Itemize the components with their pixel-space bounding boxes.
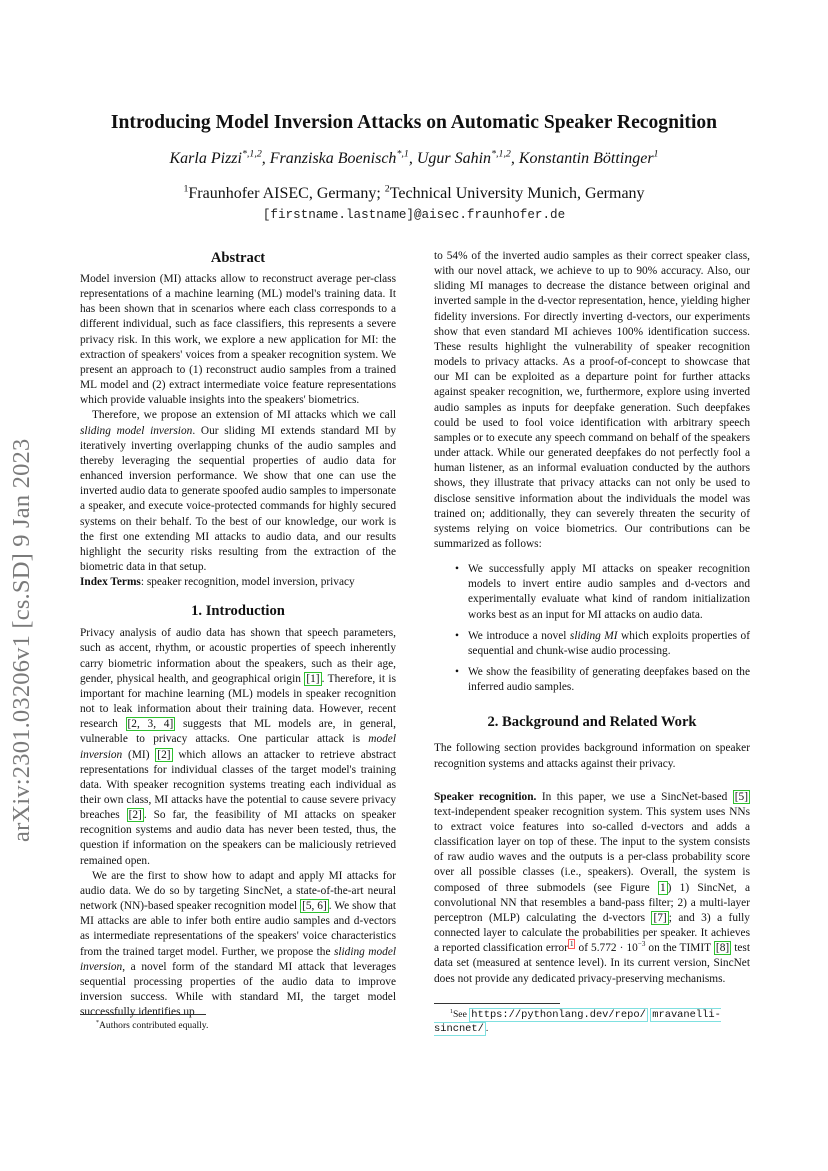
background-paragraph: The following section provides background information on speaker recognition systems and attacks against their privacy. (434, 742, 750, 770)
footnote-rule (80, 1014, 206, 1015)
list-item: • We show the feasibility of generating deepfakes based on the inferred audio samples. (468, 665, 750, 695)
footnote-text: . (485, 1023, 489, 1034)
citation-link[interactable]: [5] (734, 790, 748, 803)
introduction-heading: 1. Introduction (191, 603, 285, 620)
text-run: Privacy analysis of audio data has shown that speech parameters, such as accent, rhythm, or acoustic properties of speech inherently carry biometric information about the speakers, such as their age, gender, physical health, and geographical origin (80, 627, 396, 685)
abstract-paragraph (80, 408, 396, 575)
background-heading: 2. Background and Related Work (487, 714, 697, 731)
intro-paragraph: to 54% of the inverted audio samples as their correct speaker class, with our novel attack, we achieve to up to 90% accuracy. Also, our sliding MI manages to decrease the distance between original and inverted sample in the d-vector representation, hence, yielding higher fidelity inversions. For directly inverting d-vectors, our experiments show that even standard MI achieves 100% identification success. These results highlight the vulnerability of speaker recognition models to privacy attacks. As a proof-of-concept to showcase that our MI can be exploited as a departure point for further attacks against speaker recognition, we, furthermore, explore using inverted audio samples as inputs for deepfake generation. Such deepfakes could be used to fool voice identification with arbitrary speech samples or to execute any speech command on behalf of the speakers under attack. While our generated deepfakes do not perfectly fool a human listener, as an informal evaluation conducted by the authors shows, they illustrate that privacy attacks can not only be used to disclose sensitive information about the individuals the model was trained on; additionally, they can severely threaten the security of systems relying on voice biometrics. Our contributions can be summarized as follows: (434, 250, 750, 550)
footnote-text: See (452, 1009, 470, 1020)
text-run: text-independent speaker recognition system. This system uses NNs to extract voice features into so-called d-vectors and adds a classification layer on top of these. The input to the system consists of raw audio waves and the outputs is a per-class probability score over all possible classes (i.e., speakers). Overall, the system is composed of three submodels (see Figure (434, 805, 750, 894)
author-name: Konstantin Böttinger (518, 150, 654, 167)
affiliation-text: Fraunhofer AISEC, Germany; (188, 185, 385, 202)
paper-title: Introducing Model Inversion Attacks on Automatic Speaker Recognition (110, 112, 718, 133)
author-affiliation-mark: 1 (653, 148, 659, 160)
footnote-link[interactable]: 1 (569, 940, 574, 949)
text-run: . Our sliding MI extends standard MI by iteratively inverting overlapping chunks of the audio samples and thereby leveraging the sequential properties of audio data for enhanced inversion performance. We show that one can use the inverted audio data to generate spoofed audio samples to impersonate a speaker, and execute voice-protected commands for highly secured systems on their behalf. To the best of our knowledge, our work is the first one extending MI attacks to audio data, and our results highlight the security risks resulting from the extraction of the biometric data in that setup. (80, 424, 396, 573)
footnote-text: Authors contributed equally. (98, 1020, 209, 1031)
citation-link[interactable]: [1] (306, 672, 320, 685)
text-run: ) 1) SincNet, a convolutional NN that resembles a band-pass filter; 2) a multi-layer perceptron (MLP) calculating the d-vectors (434, 881, 751, 924)
text-run: which exploits properties of sequential and chunk-wise audio processing. (468, 629, 751, 657)
emphasis: model inversion (80, 733, 396, 761)
intro-paragraph (80, 869, 396, 1021)
text-run: , a novel form of the standard MI attack that leverages sequential processing properties of the audio data to improve inversion success. While with standard MI, the target model successfully identifies up (80, 960, 396, 1019)
index-terms-label: Index Terms (80, 576, 141, 589)
footnote-rule (434, 1003, 560, 1004)
text-run: test data set (measured at sentence level). In its current version, SincNet does not provide any dedicated privacy-preserving mechanisms. (434, 942, 750, 985)
figure-link[interactable]: 1 (659, 881, 666, 894)
text-run: . We show that MI attacks are able to infer both entire audio samples and d-vectors as intermediate representations of the speakers' voice characteristics from the trained target model. Further, we propose the (80, 900, 397, 958)
citation-link[interactable]: [5, 6] (302, 900, 327, 913)
emphasis: sliding model inversion (80, 424, 193, 437)
text-run: We introduce a novel (468, 629, 570, 642)
text-run: In this paper, we use a SincNet-based (536, 790, 733, 803)
emphasis: sliding MI (569, 629, 618, 642)
abstract-paragraph: Model inversion (MI) attacks allow to reconstruct average per-class representations of a machine learning (ML) model's training data. It has been shown that in scenarios where each class corresponds to a different individual, such as face classifiers, this represents a severe privacy risk. In this work, we explore a new application for MI: the extraction of speakers' voices from a speaker recognition system. We present an approach to (1) reconstruct audio samples from a trained ML model and (2) extract intermediate voice feature representations which provide valuable insights into the speakers' biometrics. (80, 273, 396, 407)
intro-paragraph (80, 626, 396, 869)
footnote-url-link[interactable]: https://pythonlang.dev/repo/ (471, 1009, 646, 1021)
text-run: . Therefore, it is important for machine learning (ML) models in speaker recognition not to leak information about their training data. However, recent research (80, 672, 396, 731)
affiliation-text: Technical University Munich, Germany (389, 185, 645, 202)
affiliation-mark: 2 (384, 183, 390, 195)
index-terms-text: : speaker recognition, model inversion, privacy (140, 576, 355, 589)
footnote-url-link[interactable]: mravanelli-sincnet/ (434, 1009, 721, 1035)
author-name: Ugur Sahin (416, 150, 492, 167)
citation-link[interactable]: [7] (653, 911, 667, 924)
text-run: on the TIMIT (645, 942, 714, 955)
contribution-list (434, 562, 750, 695)
list-item: • We successfully apply MI attacks on speaker recognition models to invert entire audio samples and d-vectors and experimentally evaluate what kind of random initialization works best as an input for MI attacks on audio data. (468, 562, 750, 623)
author-name: Karla Pizzi (169, 150, 242, 167)
text-run: which allows an attacker to retrieve abstract representations for individual classes of the target model's training data. With speaker recognition systems treating each individual as their own class, MI attacks have the potential to cause severe privacy breaches (80, 748, 396, 822)
list-item (468, 629, 750, 659)
author-affiliation-mark: *,1 (396, 148, 409, 160)
citation-link[interactable]: [2] (157, 748, 171, 761)
text-run: Therefore, we propose an extension of MI attacks which we call (92, 409, 396, 422)
right-column (434, 249, 750, 987)
text-run: (MI) (122, 748, 156, 761)
footnote-mark: 1 (450, 1008, 453, 1015)
text-run: ; and 3) a fully connected layer to calculate the probabilities per speaker. It achieves a reported classification error (434, 911, 750, 955)
text-run: of 5.772 · 10 (575, 942, 638, 955)
arxiv-margin-identifier: arXiv:2301.03206v1 [cs.SD] 9 Jan 2023 (8, 438, 35, 842)
background-paragraph (434, 790, 750, 987)
author-email: [firstname.lastname]@aisec.fraunhofer.de (262, 208, 566, 222)
emphasis: sliding model inversion (80, 945, 396, 973)
affiliations (40, 185, 788, 203)
text-run: We are the first to show how to adapt and apply MI attacks for audio data. We do so by targeting SincNet, a state-of-the-art neural network (NN)-based speaker recognition model (80, 869, 396, 913)
footnote-mark: * (96, 1019, 99, 1026)
citation-link[interactable]: [8] (715, 942, 730, 955)
author-affiliation-mark: *,1,2 (241, 148, 262, 160)
affiliation-mark: 1 (183, 183, 189, 195)
author-name: Franziska Boenisch (269, 150, 397, 167)
exponent: −3 (637, 940, 646, 949)
author-list: Karla Pizzi$^{*,1,2}$, Franziska Boenisch$^{*,1}$, Ugur Sahin$^{*,1,2}$, Konstantin Böttinger$^1$ (169, 148, 659, 167)
text-run: suggests that ML models are, in general, vulnerable to privacy attacks. One particular attack is (80, 718, 396, 746)
abstract-heading: Abstract (210, 250, 266, 266)
citation-link[interactable]: [2] (128, 809, 142, 822)
text-run: . So far, the feasibility of MI attacks on speaker recognition systems and audio data has never been tested, thus, the question if information on the speakers can be maliciously retrieved remained open. (80, 809, 396, 867)
citation-link[interactable]: [2, 3, 4] (127, 718, 174, 731)
run-in-heading: Speaker recognition. (434, 790, 537, 803)
index-terms (80, 575, 396, 590)
footnote-sincnet-url (434, 1008, 750, 1036)
left-column (80, 249, 396, 1020)
author-affiliation-mark: *,1,2 (491, 148, 511, 160)
footnote-equal-contribution (96, 1019, 396, 1032)
